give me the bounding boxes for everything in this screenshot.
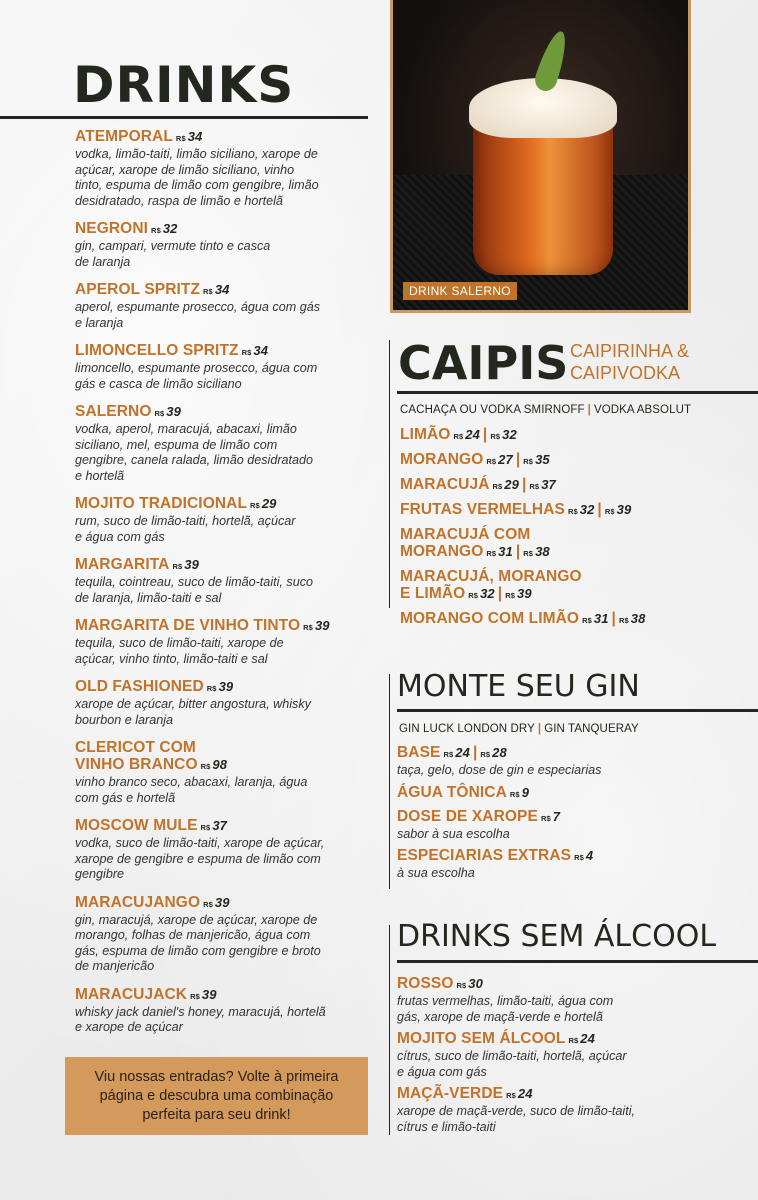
item-price-b: R$ 39 xyxy=(604,502,632,517)
item-price: R$ 34 xyxy=(175,129,203,144)
item-price: R$ 37 xyxy=(200,818,227,833)
item-name xyxy=(397,1030,737,1049)
photo-caption: DRINK SALERNO xyxy=(403,282,517,300)
item-price: R$ 39 xyxy=(203,894,230,910)
item-price: R$ 30 xyxy=(456,976,483,991)
item-name-text: LIMÃO xyxy=(400,426,451,443)
gin-title: MONTE SEU GIN xyxy=(397,669,640,704)
price-separator: | xyxy=(482,426,488,443)
item-name-text: FRUTAS VERMELHAS xyxy=(400,501,565,518)
caipi-item-morango-com-limao xyxy=(400,610,740,629)
sem-alcool-list xyxy=(397,975,737,1140)
gin-base: GIN LUCK LONDON DRY | GIN TANQUERAY xyxy=(399,723,639,735)
item-name-text: SALERNO xyxy=(75,403,152,420)
item-description: vinho branco seco, abacaxi, laranja, água com gás e hortelã xyxy=(75,775,308,805)
item-name xyxy=(397,847,737,866)
item-description: vodka, limão-taiti, limão siciliano, xarope de açúcar, xarope de limão siciliano, vinho tinto, espuma de limão com gengibre, limão desidratado, raspa de limão e hortelã xyxy=(75,147,319,208)
price-separator: | xyxy=(515,543,521,560)
price-separator: | xyxy=(521,476,527,493)
item-name xyxy=(397,808,737,827)
caipi-item-maracuja xyxy=(400,476,740,495)
drinks-title: DRINKS xyxy=(73,56,295,114)
item-price: R$ 7 xyxy=(540,808,561,824)
item-price: R$ 24 xyxy=(443,745,470,760)
menu-item-base xyxy=(397,744,737,779)
gin-list xyxy=(397,744,737,887)
item-description: xarope de maçã-verde, suco de limão-taiti, cítrus e limão-taiti xyxy=(397,1104,635,1134)
gin-base-a: GIN LUCK LONDON DRY xyxy=(399,723,535,735)
item-description: aperol, espumante prosecco, água com gás e laranja xyxy=(75,300,321,330)
drink-photo xyxy=(390,0,691,313)
caipi-item-limao xyxy=(400,426,740,445)
price-separator: | xyxy=(497,585,503,602)
item-name xyxy=(400,426,740,445)
item-name xyxy=(75,403,375,422)
item-name xyxy=(400,610,740,629)
item-name-text: DOSE DE XAROPE xyxy=(397,807,538,825)
menu-item-aperol-spritz xyxy=(75,281,375,331)
item-name-text: NEGRONI xyxy=(75,220,149,237)
item-price-a: R$ 31 xyxy=(486,544,513,559)
caipis-base-a: CACHAÇA OU VODKA SMIRNOFF xyxy=(400,404,585,416)
item-name-text: CLERICOT COM xyxy=(75,739,196,756)
caipis-subtitle xyxy=(570,340,689,384)
menu-item-maca-verde xyxy=(397,1085,737,1135)
item-price: R$ 39 xyxy=(172,557,199,572)
item-name xyxy=(75,495,375,514)
item-name-text: MORANGO COM LIMÃO xyxy=(400,610,580,627)
menu-item-rosso xyxy=(397,975,737,1025)
menu-item-negroni xyxy=(75,220,375,270)
item-name-text: MARACUJÁ COM xyxy=(400,526,531,543)
item-price: R$ 29 xyxy=(250,496,277,511)
item-name xyxy=(400,476,740,495)
menu-item-maracujango xyxy=(75,894,375,975)
item-name-text: OLD FASHIONED xyxy=(75,678,204,695)
item-price: R$ 34 xyxy=(241,343,269,358)
item-price: R$ 98 xyxy=(200,757,228,772)
item-description: vodka, suco de limão-taiti, xarope de açúcar, xarope de gengibre e espuma de limão com gengibre xyxy=(75,836,325,881)
caipi-item-maracuja-com-morango xyxy=(400,526,740,562)
gin-base-b: GIN TANQUERAY xyxy=(544,723,639,735)
gin-vrule xyxy=(389,674,390,889)
item-name-text: MARACUJÁ xyxy=(400,476,490,493)
item-price-b: R$ 32 xyxy=(490,427,517,442)
item-description: tequila, suco de limão-taiti, xarope de açúcar, vinho tinto, limão-taiti e sal xyxy=(75,636,284,666)
caipis-vrule xyxy=(389,340,390,608)
item-name-text: MARACUJANGO xyxy=(75,893,201,911)
sem-vrule xyxy=(389,925,390,1135)
item-description: taça, gelo, dose de gin e especiarias xyxy=(397,763,602,777)
item-price-a: R$ 32 xyxy=(468,586,495,601)
item-name-text: ROSSO xyxy=(397,975,454,992)
item-name xyxy=(397,744,737,763)
item-description: limoncello, espumante prosecco, água com gás e casca de limão siciliano xyxy=(75,361,318,391)
item-name-text: LIMONCELLO SPRITZ xyxy=(75,342,239,359)
item-name xyxy=(75,986,375,1005)
sem-alcool-rule xyxy=(397,960,758,963)
caipis-list xyxy=(400,426,740,635)
item-price: R$ 24 xyxy=(506,1086,533,1101)
item-description: tequila, cointreau, suco de limão-taiti, suco de laranja, limão-taiti e sal xyxy=(75,575,314,605)
menu-item-dose-de-xarope xyxy=(397,808,737,843)
item-name xyxy=(75,281,375,300)
item-price-a: R$ 31 xyxy=(582,611,609,626)
item-price: R$ 39 xyxy=(206,679,234,694)
item-name-text: MAÇÃ-VERDE xyxy=(397,1085,504,1102)
item-price: R$ 39 xyxy=(303,618,330,633)
promo-box: Viu nossas entradas? Volte à primeira página e descubra uma combinação perfeita para seu drink! xyxy=(65,1057,368,1135)
item-description: rum, suco de limão-taiti, hortelã, açúcar e água com gás xyxy=(75,514,296,544)
item-price: R$ 4 xyxy=(574,848,594,863)
item-name xyxy=(400,451,740,470)
item-name xyxy=(75,739,375,775)
menu-item-salerno xyxy=(75,403,375,484)
menu-item-agua-tonica xyxy=(397,784,737,803)
caipis-base: CACHAÇA OU VODKA SMIRNOFF | VODKA ABSOLUT xyxy=(400,404,692,416)
item-name xyxy=(75,220,375,239)
item-name-text: BASE xyxy=(397,744,441,761)
item-name-text: APEROL SPRITZ xyxy=(75,281,201,298)
item-name xyxy=(397,975,737,994)
caipis-subtitle-line-1: CAIPIRINHA & xyxy=(570,341,690,361)
item-price-b: R$ 37 xyxy=(529,477,556,492)
item-price: R$ 24 xyxy=(568,1031,595,1046)
item-description: gin, maracujá, xarope de açúcar, xarope de morango, folhas de manjericão, água com gás, espuma de limão com gengibre e broto de manjericão xyxy=(75,912,321,973)
item-description: gin, campari, vermute tinto e casca de laranja xyxy=(75,239,271,269)
item-name-text: ATEMPORAL xyxy=(75,128,173,145)
menu-item-margarita xyxy=(75,556,375,606)
item-name xyxy=(75,678,375,697)
drinks-list xyxy=(75,128,375,1047)
item-description: cítrus, suco de limão-taiti, hortelã, açúcar e água com gás xyxy=(397,1049,627,1079)
caipis-rule xyxy=(397,391,758,394)
item-name-text: MOJITO SEM ÁLCOOL xyxy=(397,1030,566,1047)
item-price: R$ 34 xyxy=(203,282,230,297)
item-name xyxy=(75,894,375,913)
item-name xyxy=(75,817,375,836)
gin-rule xyxy=(397,709,758,712)
item-price-a: R$ 29 xyxy=(492,477,519,492)
menu-item-mojito-sem-alcool xyxy=(397,1030,737,1080)
menu-item-atemporal xyxy=(75,128,375,209)
caipi-item-maracuja-morango-e-limao xyxy=(400,568,740,604)
item-price-a: R$ 24 xyxy=(453,427,480,442)
item-name xyxy=(75,342,375,361)
menu-item-especiarias-extras xyxy=(397,847,737,882)
item-description: vodka, aperol, maracujá, abacaxi, limão siciliano, mel, espuma de limão com gengibre, canela ralada, limão desidratado e hortelã xyxy=(75,422,314,483)
item-description: xarope de açúcar, bitter angostura, whisky bourbon e laranja xyxy=(75,697,311,727)
item-name xyxy=(75,128,375,147)
item-price: R$ 39 xyxy=(190,986,217,1002)
menu-item-maracujack xyxy=(75,986,375,1036)
item-price-b: R$ 35 xyxy=(523,452,550,467)
item-name xyxy=(397,1085,737,1104)
drinks-rule xyxy=(0,116,368,119)
item-name xyxy=(400,526,740,562)
item-name-text: MARGARITA xyxy=(75,556,170,573)
item-name-text: MORANGO xyxy=(400,543,484,560)
item-price: R$ 39 xyxy=(154,404,181,419)
item-name-text: MOJITO TRADICIONAL xyxy=(75,495,248,512)
item-price-a: R$ 27 xyxy=(486,452,513,467)
menu-item-margarita-de-vinho-tinto xyxy=(75,617,375,667)
item-price: R$ 32 xyxy=(151,221,178,236)
price-separator: | xyxy=(472,744,478,761)
caipis-subtitle-line-2: CAIPIVODKA xyxy=(570,363,681,383)
item-name xyxy=(400,568,740,604)
item-description: frutas vermelhas, limão-taiti, água com gás, xarope de maçã-verde e hortelã xyxy=(397,994,614,1024)
price-separator: | xyxy=(611,610,616,627)
item-name xyxy=(75,617,375,636)
item-name-text: MOSCOW MULE xyxy=(75,817,198,834)
item-name-text: E LIMÃO xyxy=(400,585,466,602)
sem-alcool-title: DRINKS SEM ÁLCOOL xyxy=(397,919,717,954)
menu-item-mojito-tradicional xyxy=(75,495,375,545)
item-name-text: MARGARITA DE VINHO TINTO xyxy=(75,617,301,634)
item-price-b: R$ 39 xyxy=(505,586,532,601)
caipi-item-morango xyxy=(400,451,740,470)
item-name-text: MARACUJÁ, MORANGO xyxy=(400,568,582,585)
item-name-text: MARACUJACK xyxy=(75,985,188,1003)
item-description: whisky jack daniel's honey, maracujá, hortelã e xarope de açúcar xyxy=(75,1004,326,1034)
item-name-text: ESPECIARIAS EXTRAS xyxy=(397,847,572,864)
item-name-text: VINHO BRANCO xyxy=(75,756,198,773)
item-name xyxy=(75,556,375,575)
caipis-title: CAIPIS xyxy=(398,336,569,390)
item-price-b: R$ 38 xyxy=(523,544,550,559)
menu-item-limoncello-spritz xyxy=(75,342,375,392)
item-name xyxy=(397,784,737,803)
item-description: à sua escolha xyxy=(397,866,475,880)
item-price-b: R$ 38 xyxy=(618,611,646,626)
item-description: sabor à sua escolha xyxy=(397,826,510,841)
menu-item-clericot-com-vinho-branco xyxy=(75,739,375,806)
item-price: R$ 9 xyxy=(509,784,530,800)
item-price-alt: R$ 28 xyxy=(480,745,507,760)
price-separator: | xyxy=(597,501,602,518)
menu-item-old-fashioned xyxy=(75,678,375,728)
item-name-text: ÁGUA TÔNICA xyxy=(397,783,507,801)
item-price-a: R$ 32 xyxy=(567,502,595,517)
menu-item-moscow-mule xyxy=(75,817,375,883)
caipi-item-frutas-vermelhas xyxy=(400,501,740,520)
price-separator: | xyxy=(515,451,521,468)
item-name-text: MORANGO xyxy=(400,451,484,468)
item-name xyxy=(400,501,740,520)
caipis-base-b: VODKA ABSOLUT xyxy=(593,404,692,416)
